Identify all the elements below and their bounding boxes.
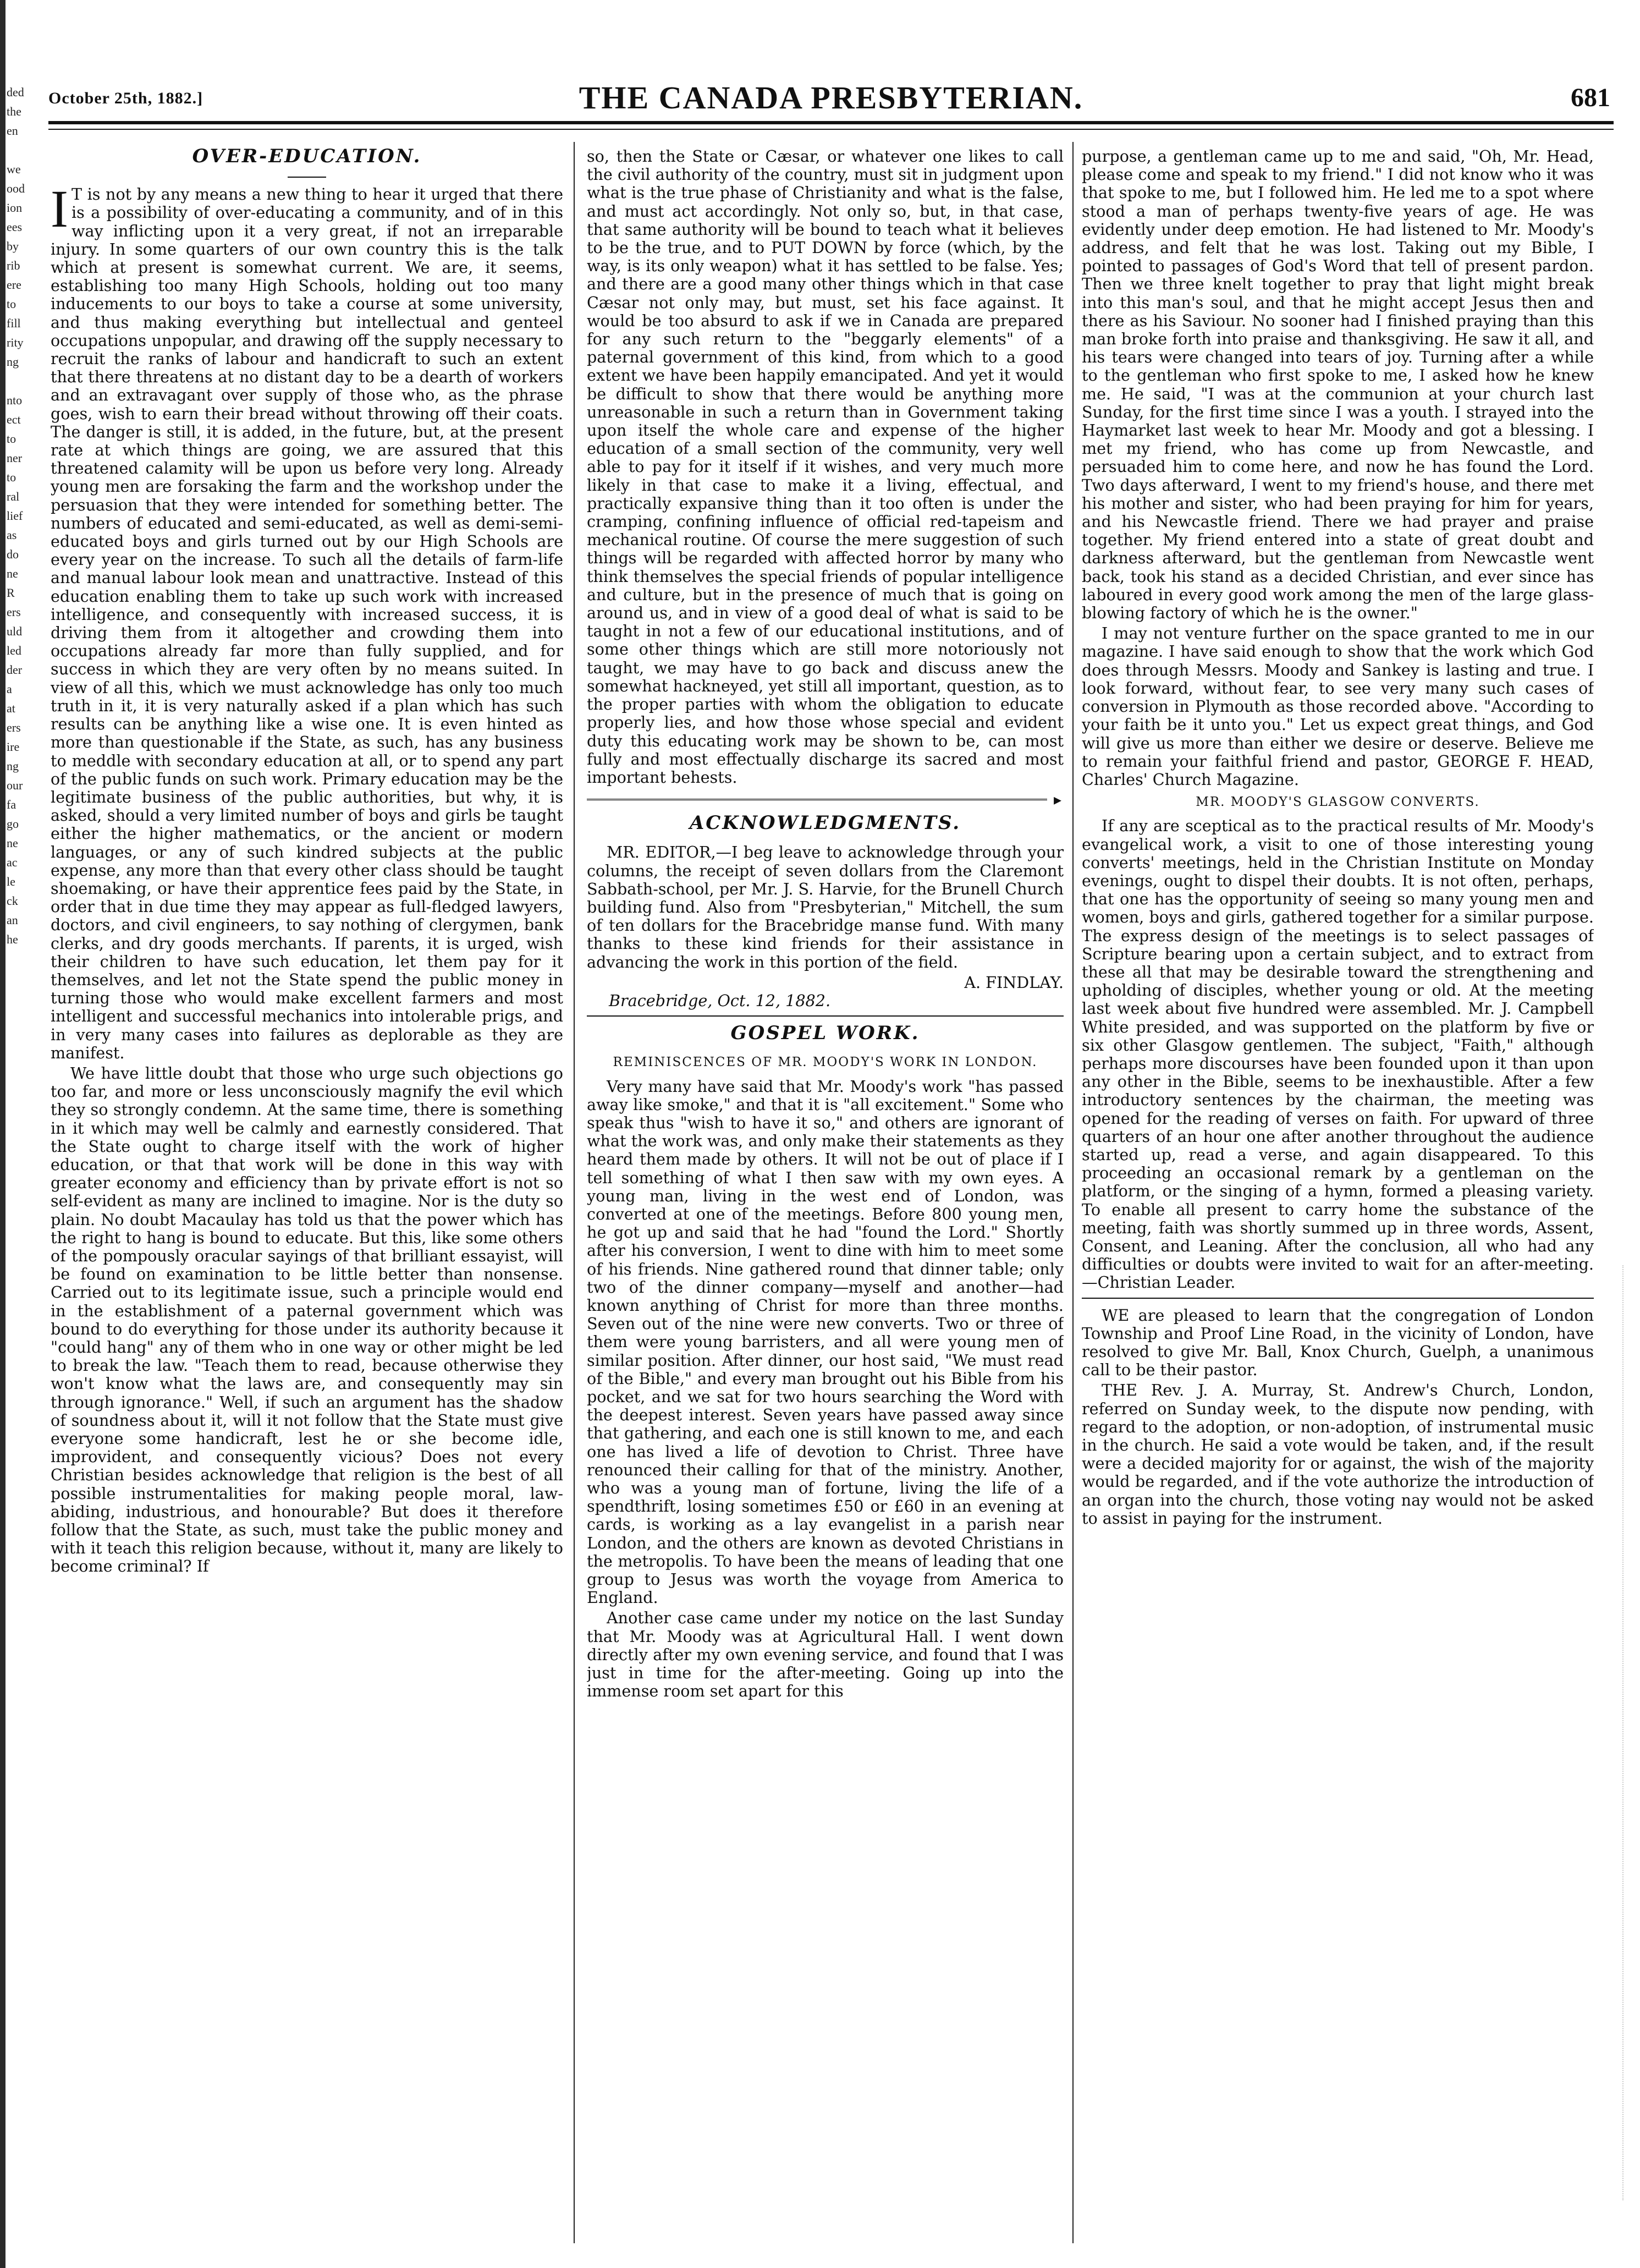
article-paragraph: We have little doubt that those who urge such objections go too far, and more or less unconsciously magnify the evil which they so strongly condemn. At the same time, there is something in it which may well be calmly and earnestly considered. That the State ought to charge itself with the work of higher education, or that that work will be done in this way with greater economy and efficiency than by private effort is not so self-evident as many are inclined to imagine. Nor is the duty so plain. No doubt Macaulay has told us that the power which has the right to hang is bound to educate. But this, like some others of the pompously oracular sayings of that brilliant essayist, will be found on examination to be little better than nonsense. Carried out to its legitimate issue, such a principle would end in the establishment of a paternal government which was bound to do everything for those under its authority because it "could hang" any of them who in one way or other might be led to break the law. "Teach them to read, because otherwise they won't know what the laws are, and consequently may sin through ignorance." Well, if such an argument has the shadow of soundness about it, will it not follow that the State must give everyone some handicraft, lest he or she become idle, improvident, and consequently vicious? Does not every Christian besides acknowledge that religion is the best of all possible instrumentalities for making people moral, law-abiding, industrious, and honourable? But does it therefore follow that the State, as such, must take the public money and with it teach this religion because, without it, many are likely to become criminal? If	[51, 1063, 563, 1576]
section-title-acknowledgments: ACKNOWLEDGMENTS.	[689, 812, 961, 834]
column-divider-1	[574, 142, 575, 2243]
article-title-over-education: OVER-EDUCATION.	[192, 147, 422, 167]
news-item: THE Rev. J. A. Murray, St. Andrew's Church, London, referred on Sunday week, to the dispute now pending, with regard to the adoption, or non-adoption, of instrumental music in the church. He said a vote would be taken, and, if the result were a decided majority for or against, the wish of the majority would be regarded, and if the vote authorize the introduction of an organ into the church, those voting nay would not be asked to assist in paying for the instrument.	[1082, 1381, 1594, 1528]
section-subtitle: REMINISCENCES OF MR. MOODY'S WORK IN LONDON.	[613, 1055, 1038, 1070]
column-1	[51, 147, 563, 2249]
article-paragraph: Very many have said that Mr. Moody's work "has passed away like smoke," and that it is "all excitement." Some who speak thus "wish to have it so," and others are ignorant of what the work was, and only make their statements as they heard them made by others. It will not be out of place if I tell something of what I then saw with my own eyes. A young man, living in the west end of London, was converted at one of the meetings. Before 800 young men, he got up and said that he had "found the Lord." Shortly after his conversion, I went to dine with him to meet some of his friends. Nine gathered round that dinner table; only two of the dinner company—myself and another—had known anything of Christ for more than three months. Seven out of the nine were new converts. Two or three of them were young barristers, and all were young men of similar position. After dinner, our host said, "We must read of the Bible," and every man brought out his Bible from his pocket, and we sat for two hours searching the Word with the deepest interest. Seven years have passed away since that gathering, and each one is still known to me, and each one has lived a life of devotion to Christ. Three have renounced their calling for that of the ministry. Another, who was a young man of fortune, living the life of a spendthrift, losing sometimes £50 or £60 in an evening at cards, is working as a lay evangelist in a parish near London, and the others are known as devoted Christians in the metropolis. To have been the means of leading that one group to Jesus was worth the voyage from America to England.	[587, 1077, 1064, 1607]
drop-cap: I	[51, 179, 68, 239]
section-subtitle-glasgow: MR. MOODY'S GLASGOW CONVERTS.	[1196, 795, 1480, 810]
masthead-title: THE CANADA PRESBYTERIAN.	[579, 80, 1083, 116]
column-divider-2	[1072, 142, 1074, 2243]
paragraph-text: T is not by any means a new thing to hear it urged that there is a possibility of over-educating a community, and of in this way inflicting upon it a very great, if not an irreparable injury. In some quarters of our own country this is the talk which at present is somewhat current. We are, it seems, establishing too many High Schools, holding out too many inducements to our boys to take a course at some university, and thus making everything but intellectual and genteel occupations unpopular, and drawing off the supply necessary to recruit the ranks of labour and handicraft to such an extent that there threatens at no distant day to be a dearth of workers and an extravagant over supply of those who, as the phrase goes, wish to earn their bread without throwing off their coats. The danger is still, it is added, in the future, but, at the present rate at which things are going, we are assured that this threatened calamity will be upon us before very long. Already young men are forsaking the farm and the workshop under the persuasion that they were intended for something better. The numbers of educated and semi-educated, as well as demi-semi-educated boys and girls turned out by our High Schools are every year on the increase. To such all the details of farm-life and manual labour look mean and unattractive. Instead of this education enabling them to take up such work with increased intelligence, and consequently with increased success, it is driving them from it altogether and crowding them into occupations already far more than fully supplied, and for success in which they are very often by no means suited. In view of all this, which we must acknowledge has only too much truth in it, it is very naturally asked if a plan which has such results can be anything like a wise one. It is even hinted as more than questionable if the State, as such, has any business to meddle with secondary education at all, or to spend any part of the public funds on such work. Primary education may be the legitimate business of the public authorities, but why, it is asked, should a very limited number of boys and girls be taught either the higher mathematics, or the ancient or modern languages, or any of such kindred subjects at the public expense, any more than that every other class should be taught shoemaking, or have their apprentice fees paid by the State, in order that in due time they may appear as full-fledged lawyers, doctors, and civil engineers, to say nothing of clergymen, bank clerks, and dry goods merchants. If parents, it is urged, wish their children to have such education, let them pay for it themselves, and let not the State spend the public money in turning those who would make excellent farmers and most intelligent and successful mechanics into intolerable prigs, and in very many cases into failures as deplorable as they are manifest.	[51, 185, 563, 1062]
article-paragraph: I may not venture further on the space granted to me in our magazine. I have said enough to show that the work which God does through Messrs. Moody and Sankey is lasting and true. I look forward, without fear, to see very many such cases of conversion in Plymouth as those recorded above. "According to your faith be it unto you." Let us expect great things, and God will give us more than either we desire or deserve. Believe me to remain your faithful friend and pastor, GEORGE F. HEAD, Charles' Church Magazine.	[1082, 624, 1594, 789]
binding-margin-text: ded the en we ood ion ees by rib ere to fill rity ng nto ect to ner to ral lief as do ne R ers uld led der a at ers ire ng our fa go ne ac le ck an he	[7, 85, 25, 946]
section-divider-arrow	[587, 790, 1064, 809]
article-paragraph: If any are sceptical as to the practical results of Mr. Moody's evangelical work, a visit to one of those interesting young converts' meetings, held in the Christian Institute on Monday evenings, ought to dispel their doubts. It is not often, perhaps, that one has the opportunity of seeing so many young men and women, boys and girls, gathered together for a similar purpose. The express design of the meetings is to select passages of Scripture bearing upon a certain subject, and to extract from these all that may be desirable toward the strengthening and upholding of disciples, whether young or old. At the meeting last week about five hundred were assembled. Mr. J. Campbell White presided, and was supported on the platform by five or six other Glasgow gentlemen. The subject, "Faith," although perhaps more discourses have been founded upon it than upon any other in the Bible, seems to be inexhaustible. After a few introductory sentences by the chairman, the meeting was opened for the reading of verses on faith. For upward of three quarters of an hour one after another throughout the audience started up, read a verse, and again disappeared. To this proceeding an occasional remark by a gentleman on the platform, or the singing of a hymn, formed a pleasing variety. To enable all present to carry home the substance of the meeting, faith was shortly summed up in three words, Assent, Consent, and Leaning. After the conclusion, all who had any difficulties or doubts were invited to wait for an after-meeting.—Christian Leader.	[1082, 816, 1594, 1292]
acknowledgment-text: MR. EDITOR,—I beg leave to acknowledge through your columns, the receipt of seven dollars from the Claremont Sabbath-school, per Mr. J. S. Harvie, for the Brunell Church building fund. Also from "Presbyterian," Mitchell, the sum of ten dollars for the Bracebridge manse fund. With many thanks to these kind friends for their assistance in advancing the work in this portion of the field.	[587, 843, 1064, 971]
acknowledgment-signature: A. FINDLAY.	[964, 973, 1064, 992]
divider-bar	[587, 799, 1047, 800]
header-rule-thick	[48, 121, 1614, 124]
section-rule	[1082, 1298, 1594, 1299]
news-item: WE are pleased to learn that the congregation of London Township and Proof Line Road, in the vicinity of London, have resolved to give Mr. Ball, Knox Church, Guelph, a unanimous call to be their pastor.	[1082, 1305, 1594, 1380]
page-header	[48, 77, 1614, 119]
header-date: October 25th, 1882.]	[48, 89, 203, 107]
header-rule-thin	[48, 129, 1614, 130]
article-paragraph: so, then the State or Cæsar, or whatever one likes to call the civil authority of the country, must sit in judgment upon what is the true phase of Christianity and what is the false, and must act accordingly. Not only so, but, in that case, that same authority will be bound to teach what it believes to be the true, and to PUT DOWN by force (which, by the way, is its only weapon) what it has settled to be false. Yes; and there are a good many other things which in that case Cæsar not only may, but must, set his face against. It would be too absurd to ask if we in Canada are prepared for any such return to the "beggarly elements" of a paternal government of this kind, from which to a good extent we have been happily emancipated. And yet it would be difficult to show that there would be anything more unreasonable in such a return than in Government taking upon itself the whole care and expense of the higher education of a small section of the community, very well able to pay for it itself if it wishes, and very much more likely in that case to make it a living, effectual, and practically expansive thing than it too often is under the cramping, confining influence of official red-tapeism and mechanical routine. Of course the mere suggestion of such things will be regarded with affected horror by many who think themselves the special friends of popular intelligence and culture, but in the presence of much that is going on around us, and in view of a good deal of what is said to be taught in not a few of our educational institutions, and of some other things which are still more notoriously not taught, we may have to go back and discuss anew the somewhat hackneyed, yet still all important, question, as to the proper parties with whom the obligation to educate properly lies, and how those whose special and evident duty this educating work may be shown to be, can most fully and most effectually discharge its sacred and most important behests.	[587, 147, 1064, 787]
article-paragraph: purpose, a gentleman came up to me and said, "Oh, Mr. Head, please come and speak to my friend." I did not know who it was that spoke to me, but I followed him. He led me to a spot where stood a man of perhaps twenty-five years of age. He was evidently under deep emotion. He had listened to Mr. Moody's address, and felt that he was lost. Taking out my Bible, I pointed to passages of God's Word that tell of present pardon. Then we three knelt together to pray that light might break into this man's soul, and that he might accept Jesus then and there as his Saviour. No sooner had I finished praying than this man broke forth into praise and thanksgiving. He saw it all, and his tears were changed into tears of joy. Turning after a while to the gentleman who first spoke to me, I asked how he knew me. He said, "I was at the communion at your church last Sunday, for the first time since I was a youth. I strayed into the Haymarket last week to hear Mr. Moody and got a blessing. I met my friend, who has come up from Newcastle, and persuaded him to come here, and now he has found the Lord. Two days afterward, I went to my friend's house, and there met his mother and sister, who had been praying for him for years, and his Newcastle friend. There we had prayer and praise together. My friend entered into a state of great doubt and darkness afterward, but the gentleman from Newcastle went back, took his stand as a decided Christian, and ever since has laboured in every good work among the men of the large glass-blowing factory of which he is the owner."	[1082, 147, 1594, 623]
binding-margin	[0, 0, 32, 2268]
arrow-right-icon: ▸	[1053, 790, 1061, 809]
section-title-gospel-work: GOSPEL WORK.	[730, 1022, 920, 1045]
page-number: 681	[1571, 83, 1610, 112]
article-paragraph	[51, 179, 563, 1062]
column-3	[1082, 147, 1594, 2249]
title-rule	[288, 177, 326, 178]
article-paragraph: Another case came under my notice on the last Sunday that Mr. Moody was at Agricultural Hall. I went down directly after my own evening service, and found that I was just in time for the after-meeting. Going up into the immense room set apart for this	[587, 1608, 1064, 1701]
column-2	[587, 147, 1064, 2249]
section-rule	[587, 1015, 1064, 1017]
acknowledgment-place-date: Bracebridge, Oct. 12, 1882.	[609, 991, 831, 1010]
right-edge-specks	[1622, 1265, 1640, 2200]
